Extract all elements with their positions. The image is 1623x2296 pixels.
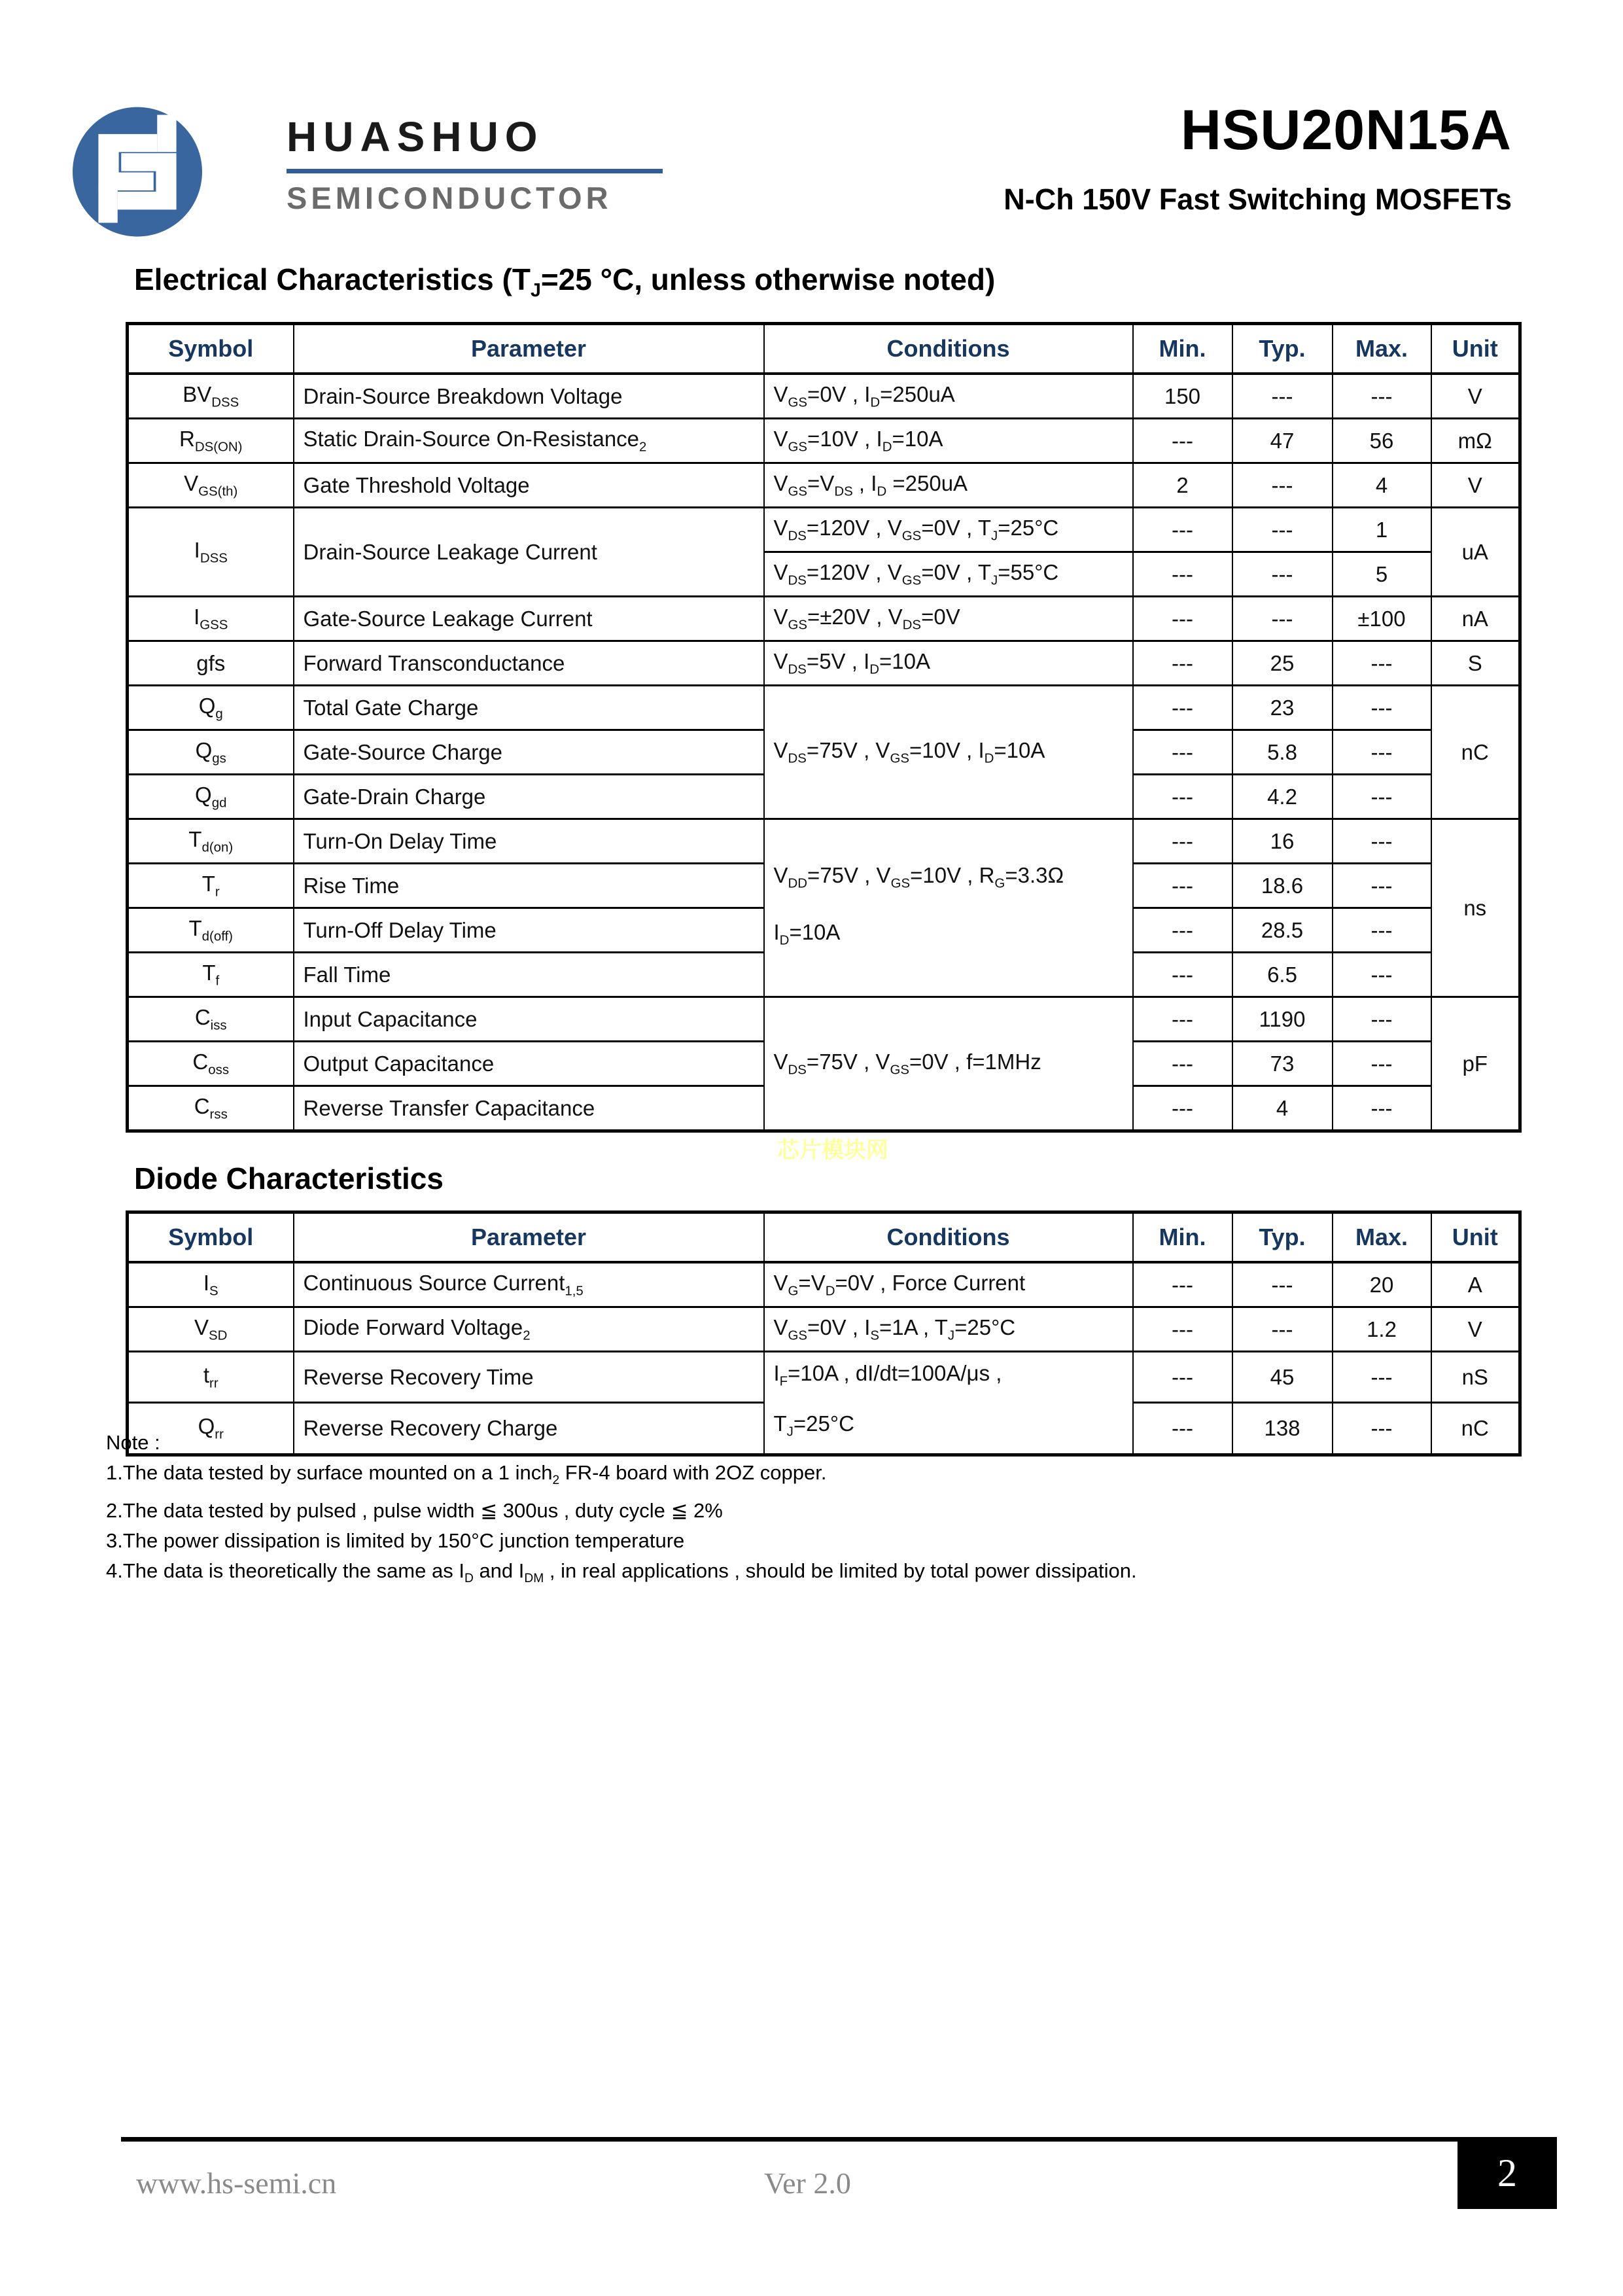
table-row bbox=[128, 374, 1520, 419]
max-cell: --- bbox=[1333, 908, 1431, 953]
symbol-cell: $I_S$ bbox=[128, 1262, 294, 1307]
parameter-cell: Gate-Drain Charge bbox=[294, 775, 764, 819]
column-header-symbol: Symbol bbox=[128, 1212, 294, 1263]
typ-cell: 1190 bbox=[1232, 997, 1333, 1042]
conditions-cell: $V_{GS}=10V$ , $I_D=10A$ bbox=[764, 419, 1133, 463]
unit-cell: pF bbox=[1431, 997, 1520, 1131]
symbol-cell: gfs bbox=[128, 641, 294, 686]
min-cell: 2 bbox=[1133, 463, 1232, 508]
symbol-cell: $R_{DS(ON)}$ bbox=[128, 419, 294, 463]
max-cell: --- bbox=[1333, 819, 1431, 864]
unit-cell: ns bbox=[1431, 819, 1520, 997]
symbol-cell: $Q_g$ bbox=[128, 686, 294, 730]
column-header-max: Max. bbox=[1333, 324, 1431, 374]
min-cell: --- bbox=[1133, 775, 1232, 819]
conditions-cell: $V_{DD}=75V$ , $V_{GS}=10V$ , $R_G=3.3\Omega$ $I_D=10A$ bbox=[764, 819, 1133, 997]
parameter-cell: Continuous Source Current$_{1,5}$ bbox=[294, 1262, 764, 1307]
table-row bbox=[128, 997, 1520, 1042]
max-cell: --- bbox=[1333, 374, 1431, 419]
min-cell: --- bbox=[1133, 1086, 1232, 1131]
diode-characteristics-table bbox=[126, 1210, 1522, 1457]
column-header-min: Min. bbox=[1133, 324, 1232, 374]
column-header-typ: Typ. bbox=[1232, 1212, 1333, 1263]
min-cell: --- bbox=[1133, 864, 1232, 908]
min-cell: --- bbox=[1133, 508, 1232, 552]
typ-cell: --- bbox=[1232, 1307, 1333, 1352]
column-header-conditions: Conditions bbox=[764, 324, 1133, 374]
max-cell: --- bbox=[1333, 1086, 1431, 1131]
min-cell: --- bbox=[1133, 686, 1232, 730]
max-cell: --- bbox=[1333, 686, 1431, 730]
typ-cell: 5.8 bbox=[1232, 730, 1333, 775]
min-cell: --- bbox=[1133, 997, 1232, 1042]
symbol-cell: $I_{DSS}$ bbox=[128, 508, 294, 597]
symbol-cell: $V_{SD}$ bbox=[128, 1307, 294, 1352]
conditions-cell: $V_{GS}=\pm 20V$ , $V_{DS}=0V$ bbox=[764, 597, 1133, 641]
parameter-cell: Drain-Source Breakdown Voltage bbox=[294, 374, 764, 419]
parameter-cell: Reverse Transfer Capacitance bbox=[294, 1086, 764, 1131]
table-row bbox=[128, 1307, 1520, 1352]
column-header-typ: Typ. bbox=[1232, 324, 1333, 374]
table-row bbox=[128, 1262, 1520, 1307]
unit-cell: nC bbox=[1431, 1403, 1520, 1455]
column-header-max: Max. bbox=[1333, 1212, 1431, 1263]
min-cell: --- bbox=[1133, 953, 1232, 997]
footer-website: www.hs-semi.cn bbox=[136, 2166, 337, 2200]
max-cell: 5 bbox=[1333, 552, 1431, 597]
parameter-cell: Reverse Recovery Charge bbox=[294, 1403, 764, 1455]
typ-cell: 73 bbox=[1232, 1042, 1333, 1086]
max-cell: 20 bbox=[1333, 1262, 1431, 1307]
huashuo-logo-icon bbox=[65, 97, 209, 241]
table-row bbox=[128, 419, 1520, 463]
unit-cell: A bbox=[1431, 1262, 1520, 1307]
symbol-cell: $C_{oss}$ bbox=[128, 1042, 294, 1086]
column-header-unit: Unit bbox=[1431, 1212, 1520, 1263]
table-row bbox=[128, 597, 1520, 641]
notes-title: Note : bbox=[106, 1431, 160, 1454]
footer-rule bbox=[121, 2137, 1556, 2142]
column-header-parameter: Parameter bbox=[294, 1212, 764, 1263]
max-cell: 4 bbox=[1333, 463, 1431, 508]
column-header-parameter: Parameter bbox=[294, 324, 764, 374]
conditions-cell: $I_F=10A$ , dI/dt=100A/μs , $T_J=25^\circ C$ bbox=[764, 1352, 1133, 1455]
part-subtitle: N-Ch 150V Fast Switching MOSFETs bbox=[1003, 183, 1512, 216]
typ-cell: 16 bbox=[1232, 819, 1333, 864]
typ-cell: 25 bbox=[1232, 641, 1333, 686]
min-cell: --- bbox=[1133, 730, 1232, 775]
symbol-cell: $Q_{gd}$ bbox=[128, 775, 294, 819]
title-block bbox=[1003, 98, 1512, 217]
max-cell: 1.2 bbox=[1333, 1307, 1431, 1352]
conditions-cell: $V_{DS}=75V$ , $V_{GS}=10V$ , $I_D=10A$ bbox=[764, 686, 1133, 819]
footer-version: Ver 2.0 bbox=[764, 2166, 851, 2200]
max-cell: --- bbox=[1333, 864, 1431, 908]
symbol-cell: $BV_{DSS}$ bbox=[128, 374, 294, 419]
note-item: 3.The power dissipation is limited by 150°C junction temperature bbox=[106, 1529, 685, 1553]
brand-name: HUASHUO bbox=[287, 113, 544, 160]
symbol-cell: $T_{d(on)}$ bbox=[128, 819, 294, 864]
symbol-cell: $T_r$ bbox=[128, 864, 294, 908]
conditions-cell: $V_{DS}=5V$ , $I_D=10A$ bbox=[764, 641, 1133, 686]
brand-rule bbox=[287, 169, 663, 173]
typ-cell: 23 bbox=[1232, 686, 1333, 730]
typ-cell: --- bbox=[1232, 463, 1333, 508]
unit-cell: V bbox=[1431, 1307, 1520, 1352]
min-cell: --- bbox=[1133, 819, 1232, 864]
page-number-badge bbox=[1457, 2137, 1557, 2209]
min-cell: --- bbox=[1133, 1307, 1232, 1352]
symbol-cell: $C_{rss}$ bbox=[128, 1086, 294, 1131]
notes-block bbox=[106, 1428, 1137, 1594]
parameter-cell: Gate Threshold Voltage bbox=[294, 463, 764, 508]
min-cell: --- bbox=[1133, 1403, 1232, 1455]
min-cell: --- bbox=[1133, 419, 1232, 463]
column-header-conditions: Conditions bbox=[764, 1212, 1133, 1263]
symbol-cell: $V_{GS(th)}$ bbox=[128, 463, 294, 508]
table-row bbox=[128, 686, 1520, 730]
brand-block bbox=[287, 113, 679, 216]
note-item: 2.The data tested by pulsed , pulse width ≦ 300us , duty cycle ≦ 2% bbox=[106, 1499, 723, 1523]
max-cell: --- bbox=[1333, 1352, 1431, 1403]
min-cell: --- bbox=[1133, 552, 1232, 597]
electrical-section-heading: Electrical Characteristics ($T_J=25$ °C, unless otherwise noted) bbox=[134, 262, 996, 302]
max-cell: 1 bbox=[1333, 508, 1431, 552]
parameter-cell: Fall Time bbox=[294, 953, 764, 997]
unit-cell: nS bbox=[1431, 1352, 1520, 1403]
conditions-cell: $V_{GS}=V_{DS}$ , $I_D =250uA$ bbox=[764, 463, 1133, 508]
conditions-cell: $V_{GS}=0V$ , $I_S=1A$ , $T_J=25^\circ C$ bbox=[764, 1307, 1133, 1352]
column-header-symbol: Symbol bbox=[128, 324, 294, 374]
table-row bbox=[128, 508, 1520, 552]
unit-cell: V bbox=[1431, 463, 1520, 508]
symbol-cell: $Q_{gs}$ bbox=[128, 730, 294, 775]
unit-cell: nC bbox=[1431, 686, 1520, 819]
unit-cell: mΩ bbox=[1431, 419, 1520, 463]
parameter-cell: Turn-Off Delay Time bbox=[294, 908, 764, 953]
note-item: 1.The data tested by surface mounted on a 1 inch$_2$ FR-4 board with 2OZ copper. bbox=[106, 1461, 827, 1488]
typ-cell: 4 bbox=[1232, 1086, 1333, 1131]
typ-cell: 45 bbox=[1232, 1352, 1333, 1403]
min-cell: --- bbox=[1133, 908, 1232, 953]
table-row bbox=[128, 1352, 1520, 1403]
conditions-cell: $V_{DS}=120V$ , $V_{GS}=0V$ , $T_J=55^\circ C$ bbox=[764, 552, 1133, 597]
column-header-min: Min. bbox=[1133, 1212, 1232, 1263]
typ-cell: --- bbox=[1232, 552, 1333, 597]
symbol-cell: $C_{iss}$ bbox=[128, 997, 294, 1042]
unit-cell: V bbox=[1431, 374, 1520, 419]
min-cell: --- bbox=[1133, 1352, 1232, 1403]
conditions-cell: $V_{DS}=120V$ , $V_{GS}=0V$ , $T_J=25^\circ C$ bbox=[764, 508, 1133, 552]
brand-tagline: SEMICONDUCTOR bbox=[287, 181, 612, 215]
parameter-cell: Input Capacitance bbox=[294, 997, 764, 1042]
typ-cell: 4.2 bbox=[1232, 775, 1333, 819]
max-cell: --- bbox=[1333, 1403, 1431, 1455]
max-cell: --- bbox=[1333, 641, 1431, 686]
parameter-cell: Total Gate Charge bbox=[294, 686, 764, 730]
min-cell: 150 bbox=[1133, 374, 1232, 419]
max-cell: --- bbox=[1333, 1042, 1431, 1086]
table-row bbox=[128, 641, 1520, 686]
parameter-cell: Drain-Source Leakage Current bbox=[294, 508, 764, 597]
symbol-cell: $I_{GSS}$ bbox=[128, 597, 294, 641]
table-row bbox=[128, 819, 1520, 864]
conditions-cell: $V_G=V_D=0V$ , Force Current bbox=[764, 1262, 1133, 1307]
page-number: 2 bbox=[1497, 2151, 1517, 2195]
typ-cell: --- bbox=[1232, 1262, 1333, 1307]
typ-cell: --- bbox=[1232, 374, 1333, 419]
max-cell: ±100 bbox=[1333, 597, 1431, 641]
unit-cell: S bbox=[1431, 641, 1520, 686]
unit-cell: nA bbox=[1431, 597, 1520, 641]
symbol-cell: $T_f$ bbox=[128, 953, 294, 997]
table-row bbox=[128, 463, 1520, 508]
typ-cell: --- bbox=[1232, 597, 1333, 641]
parameter-cell: Static Drain-Source On-Resistance$_2$ bbox=[294, 419, 764, 463]
conditions-cell: $V_{GS}=0V$ , $I_D=250uA$ bbox=[764, 374, 1133, 419]
typ-cell: 18.6 bbox=[1232, 864, 1333, 908]
table-header-row bbox=[128, 324, 1520, 374]
parameter-cell: Output Capacitance bbox=[294, 1042, 764, 1086]
note-item: 4.The data is theoretically the same as $I_D$ and $I_{DM}$ , in real applications , should be limited by total power dissipation. bbox=[106, 1559, 1137, 1586]
symbol-cell: $t_{rr}$ bbox=[128, 1352, 294, 1403]
min-cell: --- bbox=[1133, 597, 1232, 641]
typ-cell: 6.5 bbox=[1232, 953, 1333, 997]
table-header-row bbox=[128, 1212, 1520, 1263]
part-number: HSU20N15A bbox=[1180, 99, 1512, 162]
max-cell: 56 bbox=[1333, 419, 1431, 463]
electrical-characteristics-table bbox=[126, 322, 1522, 1133]
parameter-cell: Rise Time bbox=[294, 864, 764, 908]
max-cell: --- bbox=[1333, 775, 1431, 819]
parameter-cell: Reverse Recovery Time bbox=[294, 1352, 764, 1403]
max-cell: --- bbox=[1333, 730, 1431, 775]
symbol-cell: $Q_{rr}$ bbox=[128, 1403, 294, 1455]
parameter-cell: Turn-On Delay Time bbox=[294, 819, 764, 864]
typ-cell: 47 bbox=[1232, 419, 1333, 463]
diode-section-heading: Diode Characteristics bbox=[134, 1161, 444, 1195]
column-header-unit: Unit bbox=[1431, 324, 1520, 374]
parameter-cell: Diode Forward Voltage$_2$ bbox=[294, 1307, 764, 1352]
typ-cell: --- bbox=[1232, 508, 1333, 552]
min-cell: --- bbox=[1133, 641, 1232, 686]
parameter-cell: Gate-Source Charge bbox=[294, 730, 764, 775]
typ-cell: 28.5 bbox=[1232, 908, 1333, 953]
watermark-text: 芯片模块网 bbox=[777, 1138, 888, 1163]
typ-cell: 138 bbox=[1232, 1403, 1333, 1455]
conditions-cell: $V_{DS}=75V$ , $V_{GS}=0V$ , f=1MHz bbox=[764, 997, 1133, 1131]
min-cell: --- bbox=[1133, 1262, 1232, 1307]
parameter-cell: Forward Transconductance bbox=[294, 641, 764, 686]
unit-cell: uA bbox=[1431, 508, 1520, 597]
max-cell: --- bbox=[1333, 953, 1431, 997]
parameter-cell: Gate-Source Leakage Current bbox=[294, 597, 764, 641]
symbol-cell: $T_{d(off)}$ bbox=[128, 908, 294, 953]
min-cell: --- bbox=[1133, 1042, 1232, 1086]
max-cell: --- bbox=[1333, 997, 1431, 1042]
